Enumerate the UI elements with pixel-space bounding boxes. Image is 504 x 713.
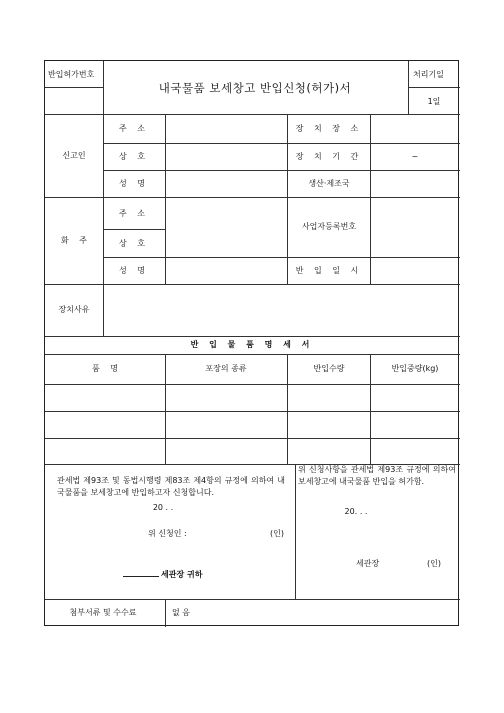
declarant-group-label: 신고인 (62, 151, 86, 160)
storage-place-field[interactable] (371, 115, 460, 143)
goods-section-title: 반 입 물 품 명 세 서 (190, 340, 314, 349)
divider (165, 599, 166, 627)
processing-period-label: 처리기일 (413, 70, 444, 79)
goods-col-name: 품 명 (92, 364, 122, 373)
owner-name-label: 성 명 (119, 266, 149, 275)
storage-reason-field[interactable] (104, 285, 460, 336)
origin-country-field[interactable] (371, 171, 460, 197)
table-row[interactable] (45, 385, 460, 411)
declarant-address-label: 주 소 (119, 124, 149, 133)
goods-col-quantity: 반입수량 (313, 364, 345, 373)
declarant-name-label: 성 명 (119, 179, 149, 188)
biz-reg-no-label: 사업자등록번호 (301, 222, 357, 231)
declarant-name-field[interactable] (166, 171, 287, 197)
owner-address-label: 주 소 (119, 209, 149, 218)
divider (103, 114, 104, 284)
owner-company-label: 상 호 (119, 239, 149, 248)
applicant-seal: (인) (270, 529, 284, 538)
addressee-text: 세관장 귀하 (161, 570, 203, 579)
divider (408, 61, 409, 114)
customs-chief-label: 세관장 (356, 559, 380, 568)
declarant-company-label: 상 호 (119, 152, 149, 161)
import-date-field[interactable] (371, 258, 460, 284)
applicant-label: 위 신청인 : (148, 529, 187, 538)
table-row[interactable] (45, 439, 460, 464)
customs-addressee (123, 568, 202, 580)
declarant-address-field[interactable] (166, 115, 287, 143)
divider (295, 464, 296, 599)
origin-country-label: 생산·제조국 (308, 179, 350, 188)
divider (103, 229, 165, 230)
owner-address-field[interactable] (166, 198, 287, 257)
form-title: 내국물품 보세창고 반입신청(허가)서 (158, 81, 352, 95)
customs-chief-seal: (인) (427, 559, 441, 568)
goods-col-packaging: 포장의 종류 (205, 364, 247, 373)
approval-date: 20. . . (344, 507, 368, 516)
owner-group-label: 화 주 (61, 236, 91, 245)
import-date-label: 반 입 일 시 (295, 266, 363, 275)
storage-place-label: 장 치 장 소 (295, 124, 363, 133)
goods-col-weight: 반입중량(kg) (391, 364, 439, 373)
declarant-company-field[interactable] (166, 144, 287, 170)
application-date: 20 . . (152, 503, 174, 512)
divider (103, 61, 104, 114)
divider (45, 354, 460, 355)
import-application-form (44, 60, 459, 626)
divider (45, 336, 460, 337)
divider (45, 599, 460, 600)
permit-no-field[interactable] (45, 88, 103, 114)
addressee-underline (123, 568, 159, 577)
processing-period-value: 1일 (427, 97, 441, 106)
divider (408, 87, 460, 88)
attachments-label: 첨부서류 및 수수료 (69, 608, 137, 617)
storage-reason-label: 장치사유 (58, 305, 90, 314)
biz-reg-no-field[interactable] (371, 198, 460, 257)
approval-statement: 위 신청사항을 관세법 제93조 규정에 의하여 보세창고에 내국물품 반입을 허가함. (298, 465, 456, 486)
permit-no-label: 반입허가번호 (48, 70, 95, 79)
storage-period-label: 장 치 기 간 (295, 152, 363, 161)
attachments-value: 없 음 (172, 608, 190, 617)
table-row[interactable] (45, 412, 460, 438)
application-statement: 관세법 제93조 및 동법시행령 제83조 제4항의 규정에 의하여 내국물품을 보세창고에 반입하고자 신청합니다. (57, 476, 285, 497)
storage-period-separator: ~ (411, 152, 419, 161)
divider (287, 114, 288, 284)
